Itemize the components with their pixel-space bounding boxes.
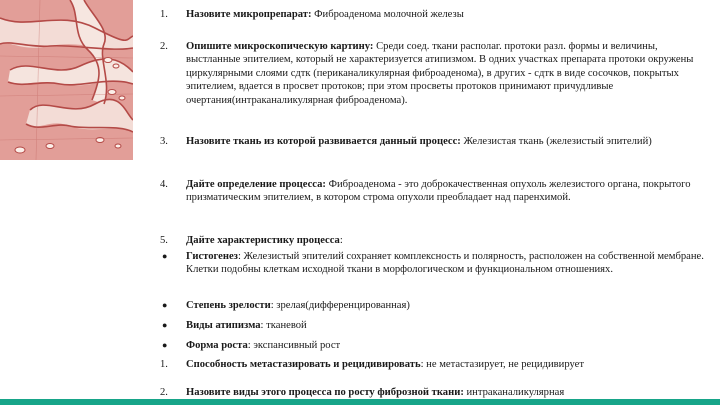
question-number: 4. bbox=[160, 179, 168, 190]
question-number: 2. bbox=[160, 41, 168, 52]
question-number: 1. bbox=[160, 9, 168, 20]
bullet-icon: ● bbox=[162, 340, 168, 350]
question-title: Опишите микроскопическую картину: bbox=[186, 41, 374, 52]
question-answer: Среди соед. ткани располаг. протоки разл. формы и величины, выстланные эпителием, который не характеризуется атипизмом. В одних участках препарата протоки окружены циркулярными слоями сдтк (периканаликулярная фиброаденома), в других - сдтк в виде сосочков, покрытых эпителием, вдается в просвет протоков; при этом просветы протоков принимают причудливые очертания(интраканаликулярная фиброаденома). bbox=[186, 41, 694, 106]
bullet-title: Степень зрелости bbox=[186, 300, 271, 311]
micropreparation-image bbox=[0, 0, 133, 160]
question-answer: интраканаликулярная bbox=[463, 387, 565, 398]
accent-bar bbox=[0, 399, 720, 405]
question-number: 3. bbox=[160, 136, 168, 147]
bullet-text: : Железистый эпителий сохраняет комплексность и полярность, расположен на собственной мембране. Клетки подобны клеткам исходной ткани в морфологическом и функциональном отношениях. bbox=[186, 251, 704, 276]
histology-picture bbox=[0, 0, 133, 160]
bullet-text: : тканевой bbox=[260, 320, 307, 331]
bullet-title: Виды атипизма bbox=[186, 320, 261, 331]
question-answer: : не метастазирует, не рецидивирует bbox=[420, 359, 584, 370]
question-title: Дайте определение процесса: bbox=[186, 179, 326, 190]
question-number: 2. bbox=[160, 387, 168, 398]
question-number: 5. bbox=[160, 235, 168, 246]
bullet-icon: ● bbox=[162, 320, 168, 330]
bullet-icon: ● bbox=[162, 251, 168, 261]
question-title: Дайте характеристику процесса bbox=[186, 235, 340, 246]
question-answer: Фиброаденома молочной железы bbox=[311, 9, 464, 20]
question-answer: : bbox=[339, 235, 343, 246]
bullet-title: Гистогенез bbox=[186, 251, 238, 262]
question-answer: Фиброаденома - это доброкачественная опухоль железистого органа, покрытого призматическим эпителием, в котором строма опухоли преобладает над паренхимой. bbox=[186, 179, 691, 204]
question-title: Назовите виды этого процесса по росту фиброзной ткани: bbox=[186, 387, 464, 398]
question-title: Способность метастазировать и рецидивировать bbox=[186, 359, 421, 370]
question-title: Назовите микропрепарат: bbox=[186, 9, 312, 20]
question-answer: Железистая ткань (железистый эпителий) bbox=[460, 136, 652, 147]
bullet-icon: ● bbox=[162, 300, 168, 310]
bullet-title: Форма роста bbox=[186, 340, 248, 351]
bullet-text: : экспансивный рост bbox=[247, 340, 341, 351]
bullet-text: : зрелая(дифференцированная) bbox=[270, 300, 410, 311]
question-title: Назовите ткань из которой развивается данный процесс: bbox=[186, 136, 461, 147]
question-number: 1. bbox=[160, 359, 168, 370]
